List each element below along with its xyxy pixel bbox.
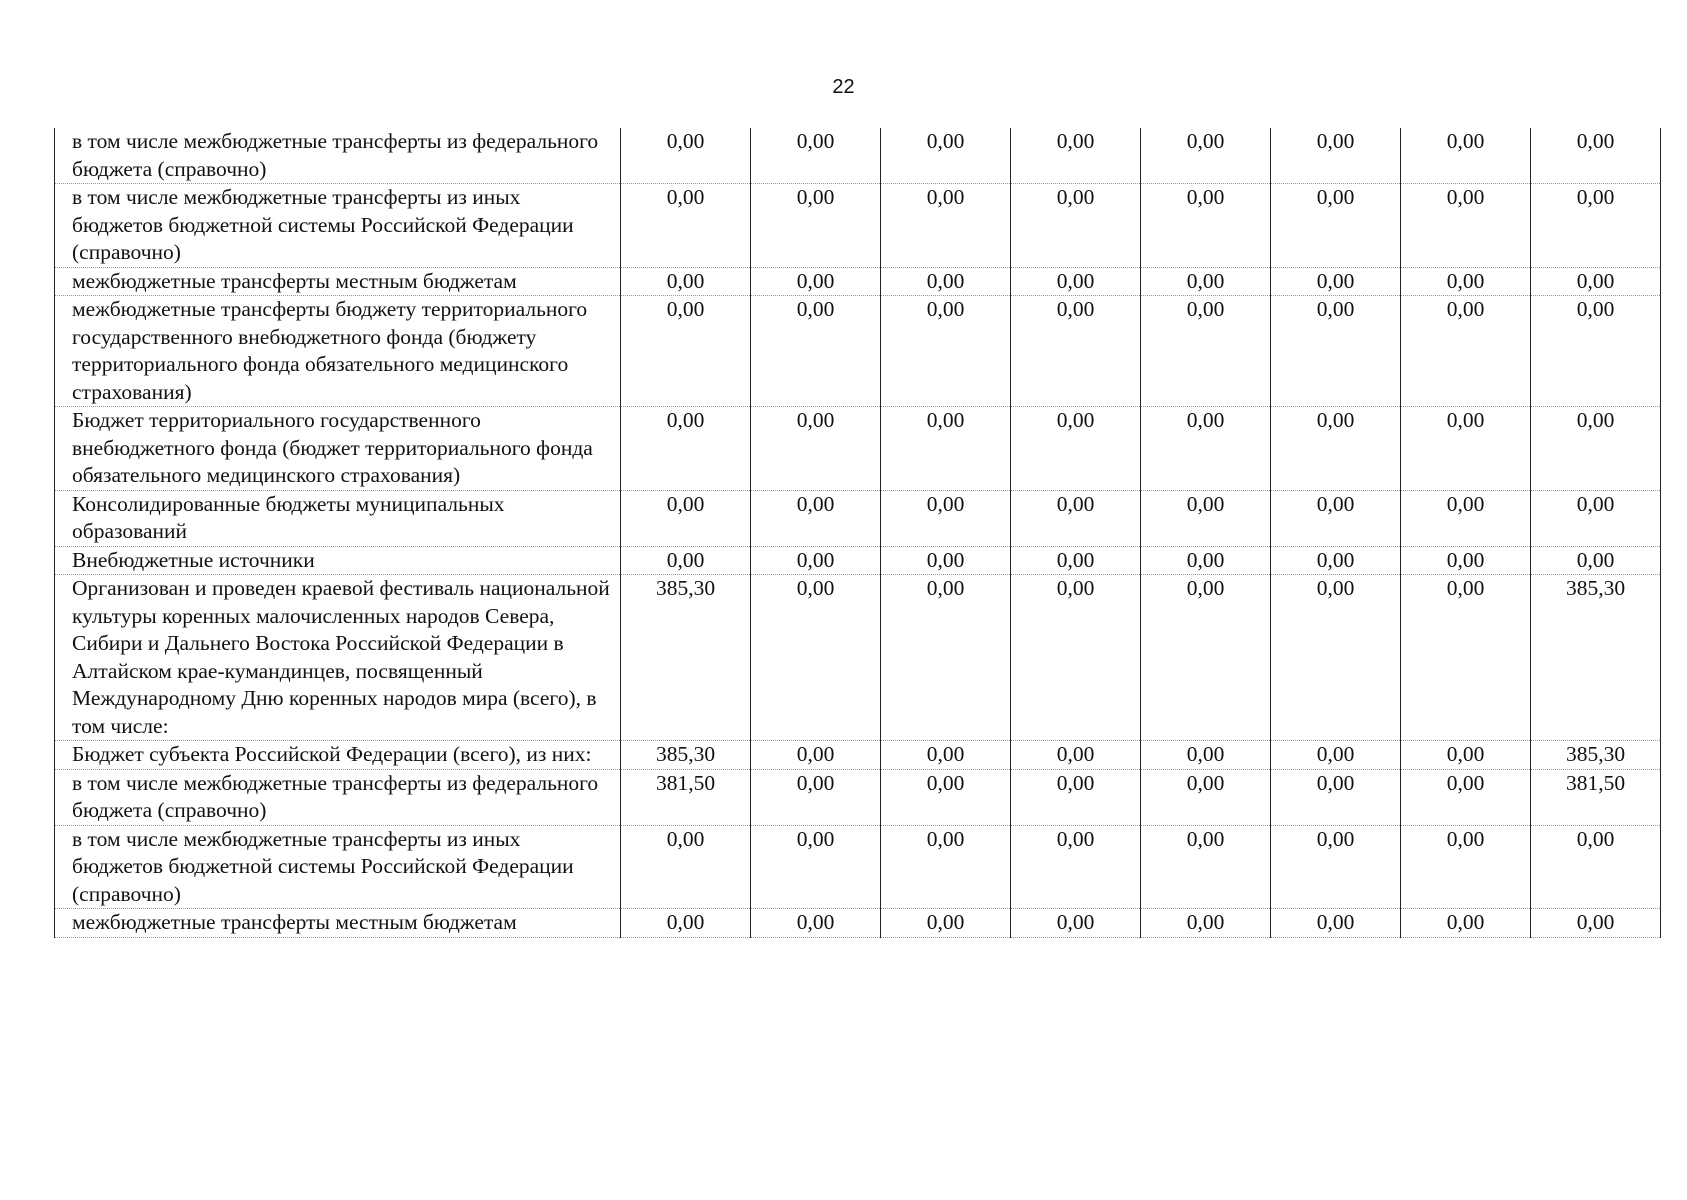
- value-cell: 385,30: [621, 741, 751, 770]
- value-cell: 0,00: [1141, 909, 1271, 938]
- value-cell: 0,00: [1531, 296, 1661, 407]
- value-cell: 0,00: [1011, 267, 1141, 296]
- row-label: в том числе межбюджетные трансферты из федерального бюджета (справочно): [55, 128, 621, 184]
- row-label: межбюджетные трансферты местным бюджетам: [55, 267, 621, 296]
- value-cell: 0,00: [751, 909, 881, 938]
- row-label: Внебюджетные источники: [55, 546, 621, 575]
- value-cell: 0,00: [1141, 546, 1271, 575]
- value-cell: 0,00: [751, 267, 881, 296]
- table-row: [55, 769, 1661, 825]
- value-cell: 0,00: [621, 546, 751, 575]
- value-cell: 381,50: [621, 769, 751, 825]
- value-cell: 0,00: [1401, 128, 1531, 184]
- value-cell: 0,00: [1401, 825, 1531, 909]
- value-cell: 0,00: [621, 128, 751, 184]
- value-cell: 0,00: [1531, 546, 1661, 575]
- row-label: в том числе межбюджетные трансферты из иных бюджетов бюджетной системы Российской Федерации (справочно): [55, 184, 621, 268]
- row-label: Организован и проведен краевой фестиваль национальной культуры коренных малочисленных народов Севера, Сибири и Дальнего Востока Российской Федерации в Алтайском крае-кумандинцев, посвященный Международному Дню коренных народов мира (всего), в том числе:: [55, 575, 621, 741]
- value-cell: 0,00: [1141, 825, 1271, 909]
- value-cell: 0,00: [881, 825, 1011, 909]
- row-label: межбюджетные трансферты бюджету территориального государственного внебюджетного фонда (бюджету территориального фонда обязательного медицинского страхования): [55, 296, 621, 407]
- value-cell: 0,00: [1401, 546, 1531, 575]
- value-cell: 0,00: [1531, 267, 1661, 296]
- table-row: [55, 128, 1661, 184]
- value-cell: 0,00: [1401, 741, 1531, 770]
- table-row: [55, 184, 1661, 268]
- row-label: в том числе межбюджетные трансферты из иных бюджетов бюджетной системы Российской Федерации (справочно): [55, 825, 621, 909]
- value-cell: 0,00: [881, 769, 1011, 825]
- value-cell: 385,30: [621, 575, 751, 741]
- value-cell: 0,00: [1271, 407, 1401, 491]
- value-cell: 0,00: [1271, 546, 1401, 575]
- value-cell: 0,00: [881, 909, 1011, 938]
- value-cell: 0,00: [751, 128, 881, 184]
- value-cell: 0,00: [1141, 575, 1271, 741]
- value-cell: 0,00: [881, 546, 1011, 575]
- value-cell: 0,00: [1401, 575, 1531, 741]
- value-cell: 0,00: [1531, 490, 1661, 546]
- value-cell: 0,00: [1271, 825, 1401, 909]
- value-cell: 0,00: [1141, 741, 1271, 770]
- value-cell: 0,00: [1531, 909, 1661, 938]
- value-cell: 385,30: [1531, 575, 1661, 741]
- value-cell: 0,00: [1271, 296, 1401, 407]
- table-row: [55, 490, 1661, 546]
- value-cell: 0,00: [621, 296, 751, 407]
- table-row: [55, 546, 1661, 575]
- value-cell: 0,00: [1011, 296, 1141, 407]
- value-cell: 0,00: [751, 769, 881, 825]
- value-cell: 0,00: [1011, 825, 1141, 909]
- value-cell: 0,00: [1271, 575, 1401, 741]
- value-cell: 0,00: [1271, 128, 1401, 184]
- value-cell: 0,00: [751, 825, 881, 909]
- table-row: [55, 741, 1661, 770]
- value-cell: 0,00: [1141, 407, 1271, 491]
- value-cell: 0,00: [881, 267, 1011, 296]
- value-cell: 0,00: [881, 296, 1011, 407]
- value-cell: 0,00: [1141, 128, 1271, 184]
- value-cell: 0,00: [621, 407, 751, 491]
- value-cell: 0,00: [751, 546, 881, 575]
- value-cell: 0,00: [1011, 407, 1141, 491]
- value-cell: 0,00: [881, 128, 1011, 184]
- value-cell: 0,00: [1271, 769, 1401, 825]
- value-cell: 0,00: [621, 267, 751, 296]
- value-cell: 0,00: [751, 184, 881, 268]
- value-cell: 0,00: [1271, 741, 1401, 770]
- value-cell: 0,00: [621, 184, 751, 268]
- value-cell: 0,00: [1401, 909, 1531, 938]
- value-cell: 0,00: [751, 490, 881, 546]
- value-cell: 0,00: [1401, 296, 1531, 407]
- value-cell: 0,00: [1531, 128, 1661, 184]
- value-cell: 0,00: [1531, 184, 1661, 268]
- value-cell: 0,00: [1531, 407, 1661, 491]
- value-cell: 0,00: [1531, 825, 1661, 909]
- table-row: [55, 267, 1661, 296]
- table-row: [55, 296, 1661, 407]
- value-cell: 0,00: [1141, 267, 1271, 296]
- value-cell: 0,00: [881, 184, 1011, 268]
- value-cell: 0,00: [1141, 184, 1271, 268]
- value-cell: 0,00: [1011, 184, 1141, 268]
- value-cell: 385,30: [1531, 741, 1661, 770]
- value-cell: 0,00: [621, 490, 751, 546]
- value-cell: 0,00: [1011, 909, 1141, 938]
- row-label: Бюджет территориального государственного внебюджетного фонда (бюджет территориального фонда обязательного медицинского страхования): [55, 407, 621, 491]
- value-cell: 0,00: [1401, 184, 1531, 268]
- value-cell: 0,00: [751, 296, 881, 407]
- value-cell: 0,00: [881, 407, 1011, 491]
- value-cell: 0,00: [1141, 296, 1271, 407]
- value-cell: 0,00: [1271, 490, 1401, 546]
- value-cell: 0,00: [881, 575, 1011, 741]
- value-cell: 0,00: [1011, 769, 1141, 825]
- row-label: Консолидированные бюджеты муниципальных образований: [55, 490, 621, 546]
- value-cell: 0,00: [1271, 267, 1401, 296]
- table-row: [55, 407, 1661, 491]
- value-cell: 0,00: [621, 825, 751, 909]
- row-label: в том числе межбюджетные трансферты из федерального бюджета (справочно): [55, 769, 621, 825]
- table-body: [55, 128, 1661, 937]
- row-label: межбюджетные трансферты местным бюджетам: [55, 909, 621, 938]
- value-cell: 0,00: [751, 407, 881, 491]
- row-label: Бюджет субъекта Российской Федерации (всего), из них:: [55, 741, 621, 770]
- budget-table: [54, 128, 1661, 938]
- table-row: [55, 825, 1661, 909]
- value-cell: 0,00: [881, 490, 1011, 546]
- value-cell: 0,00: [751, 741, 881, 770]
- value-cell: 0,00: [881, 741, 1011, 770]
- table-row: [55, 575, 1661, 741]
- value-cell: 0,00: [1011, 490, 1141, 546]
- value-cell: 0,00: [1401, 490, 1531, 546]
- value-cell: 0,00: [1011, 546, 1141, 575]
- value-cell: 0,00: [1401, 769, 1531, 825]
- table-row: [55, 909, 1661, 938]
- value-cell: 0,00: [1271, 184, 1401, 268]
- value-cell: 0,00: [751, 575, 881, 741]
- value-cell: 0,00: [1401, 267, 1531, 296]
- value-cell: 0,00: [621, 909, 751, 938]
- value-cell: 0,00: [1141, 769, 1271, 825]
- page-number: 22: [832, 76, 855, 98]
- value-cell: 381,50: [1531, 769, 1661, 825]
- value-cell: 0,00: [1011, 128, 1141, 184]
- value-cell: 0,00: [1271, 909, 1401, 938]
- value-cell: 0,00: [1011, 741, 1141, 770]
- value-cell: 0,00: [1401, 407, 1531, 491]
- value-cell: 0,00: [1141, 490, 1271, 546]
- value-cell: 0,00: [1011, 575, 1141, 741]
